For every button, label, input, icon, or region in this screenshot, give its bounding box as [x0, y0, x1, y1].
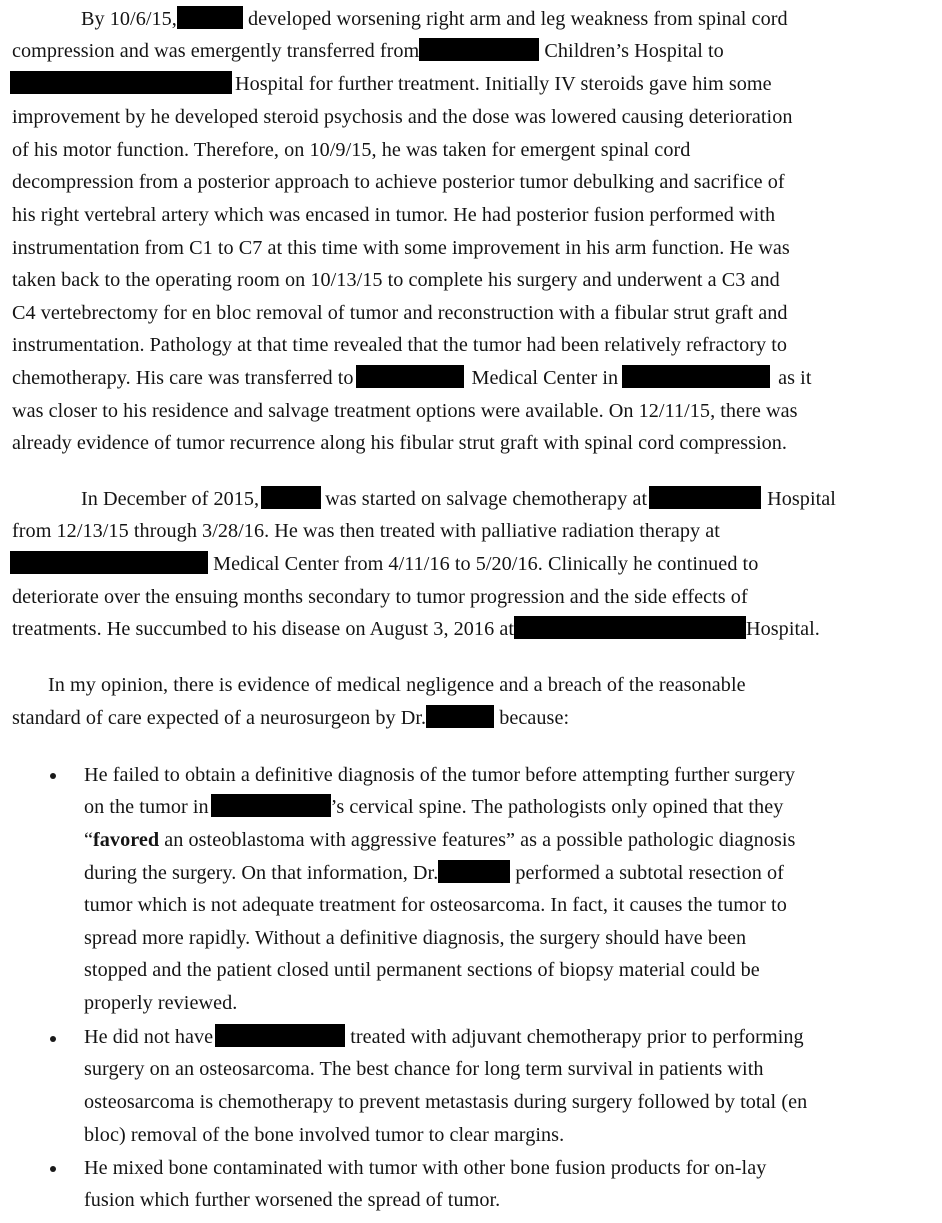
- text-line: standard of care expected of a neurosurgeon by Dr. because:: [12, 707, 570, 729]
- redaction-box: [514, 616, 746, 639]
- redaction-box: [261, 486, 321, 509]
- text-line: Medical Center from 4/11/16 to 5/20/16. Clinically he continued to: [10, 548, 758, 581]
- text-line: tumor which is not adequate treatment for osteosarcoma. In fact, it causes the tumor to: [84, 894, 787, 916]
- text-line: chemotherapy. His care was transferred to Medical Center in as it: [12, 367, 812, 389]
- redaction-box: [10, 551, 208, 574]
- text-line: He did not have treated with adjuvant chemotherapy prior to performing: [84, 1026, 804, 1048]
- text-line: Hospital for further treatment. Initially IV steroids gave him some: [10, 68, 772, 101]
- text-line: decompression from a posterior approach to achieve posterior tumor debulking and sacrifice of: [12, 171, 785, 193]
- redaction-box: [215, 1024, 345, 1047]
- redaction-box: [211, 794, 331, 817]
- text-line: He mixed bone contaminated with tumor with other bone fusion products for on-lay: [84, 1157, 767, 1179]
- text-line: treatments. He succumbed to his disease on August 3, 2016 at Hospital.: [12, 618, 820, 640]
- redaction-box: [419, 38, 539, 61]
- text-line: taken back to the operating room on 10/13/15 to complete his surgery and underwent a C3 and: [12, 269, 780, 291]
- text-line: from 12/13/15 through 3/28/16. He was then treated with palliative radiation therapy at: [12, 520, 720, 542]
- text-line: compression and was emergently transferred from Children’s Hospital to: [12, 40, 724, 62]
- text-line: bloc) removal of the bone involved tumor to clear margins.: [84, 1124, 565, 1146]
- text-line: properly reviewed.: [84, 992, 238, 1014]
- bullet-icon: [50, 773, 56, 779]
- text-line: In December of 2015, was started on salvage chemotherapy at Hospital: [81, 488, 836, 510]
- redaction-box: [649, 486, 761, 509]
- text-line: In my opinion, there is evidence of medical negligence and a breach of the reasonable: [48, 674, 746, 696]
- text-line: surgery on an osteosarcoma. The best chance for long term survival in patients with: [84, 1058, 764, 1080]
- text-line: of his motor function. Therefore, on 10/9/15, he was taken for emergent spinal cord: [12, 139, 691, 161]
- text-line: stopped and the patient closed until permanent sections of biopsy material could be: [84, 959, 760, 981]
- redaction-box: [622, 365, 770, 388]
- text-line: during the surgery. On that information, Dr. performed a subtotal resection of: [84, 862, 784, 884]
- text-line: his right vertebral artery which was encased in tumor. He had posterior fusion performed with: [12, 204, 776, 226]
- bullet-icon: [50, 1166, 56, 1172]
- redaction-box: [438, 860, 510, 883]
- text-line: improvement by he developed steroid psychosis and the dose was lowered causing deterioration: [12, 106, 793, 128]
- text-line: deteriorate over the ensuing months secondary to tumor progression and the side effects of: [12, 586, 748, 608]
- text-line: already evidence of tumor recurrence along his fibular strut graft with spinal cord compression.: [12, 432, 788, 454]
- text-line: osteosarcoma is chemotherapy to prevent metastasis during surgery followed by total (en: [84, 1091, 808, 1113]
- text-line: fusion which further worsened the spread of tumor.: [84, 1189, 501, 1211]
- text-line: C4 vertebrectomy for en bloc removal of tumor and reconstruction with a fibular strut graft and: [12, 302, 788, 324]
- text-line: instrumentation. Pathology at that time revealed that the tumor had been relatively refractory to: [12, 334, 788, 356]
- redaction-box: [10, 71, 232, 94]
- text-line: By 10/6/15, developed worsening right arm and leg weakness from spinal cord: [81, 8, 788, 30]
- text-line: on the tumor in ’s cervical spine. The pathologists only opined that they: [84, 796, 784, 818]
- text-line: was closer to his residence and salvage treatment options were available. On 12/11/15, there was: [12, 400, 798, 422]
- redaction-box: [356, 365, 464, 388]
- text-line: spread more rapidly. Without a definitive diagnosis, the surgery should have been: [84, 927, 747, 949]
- redaction-box: [177, 6, 243, 29]
- bullet-icon: [50, 1036, 56, 1042]
- text-line: instrumentation from C1 to C7 at this time with some improvement in his arm function. He was: [12, 237, 790, 259]
- redaction-box: [426, 705, 494, 728]
- text-line: He failed to obtain a definitive diagnosis of the tumor before attempting further surgery: [84, 764, 795, 786]
- text-line: “favored an osteoblastoma with aggressive features” as a possible pathologic diagnosis: [84, 829, 796, 851]
